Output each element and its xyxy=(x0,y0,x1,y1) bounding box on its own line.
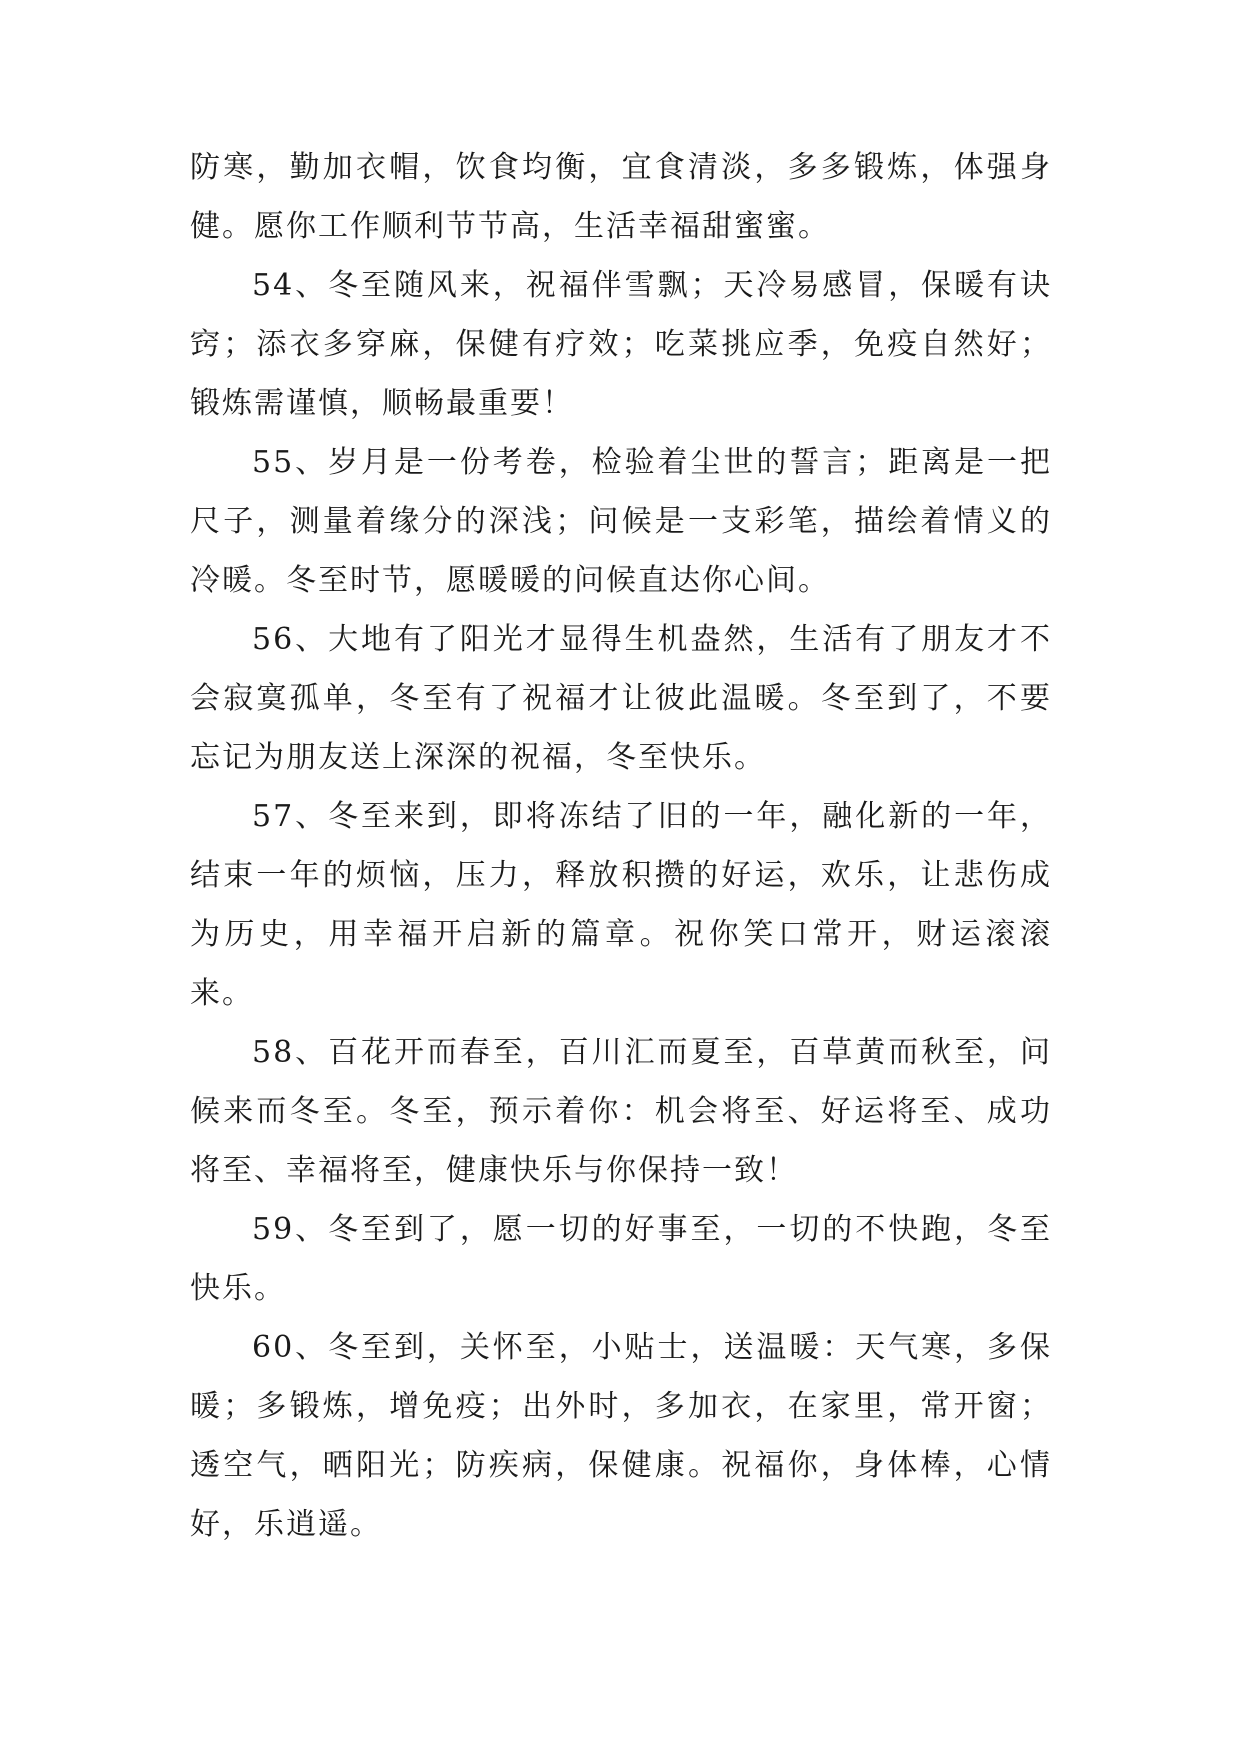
paragraph-58: 58、百花开而春至，百川汇而夏至，百草黄而秋至，问候来而冬至。冬至，预示着你：机会将至、好运将至、成功将至、幸福将至，健康快乐与你保持一致！ xyxy=(190,1035,1052,1188)
document-body xyxy=(190,138,1052,1554)
paragraph-55: 55、岁月是一份考卷，检验着尘世的誓言；距离是一把尺子，测量着缘分的深浅；问候是一支彩笔，描绘着情义的冷暖。冬至时节，愿暖暖的问候直达你心间。 xyxy=(190,445,1052,598)
paragraph-60: 60、冬至到，关怀至，小贴士，送温暖：天气寒，多保暖；多锻炼，增免疫；出外时，多加衣，在家里，常开窗；透空气，晒阳光；防疾病，保健康。祝福你，身体棒，心情好，乐逍遥。 xyxy=(190,1330,1052,1542)
paragraph-56: 56、大地有了阳光才显得生机盎然，生活有了朋友才不会寂寞孤单，冬至有了祝福才让彼此温暖。冬至到了，不要忘记为朋友送上深深的祝福，冬至快乐。 xyxy=(190,622,1052,775)
paragraph-54: 54、冬至随风来，祝福伴雪飘；天冷易感冒，保暖有诀窍；添衣多穿麻，保健有疗效；吃菜挑应季，免疫自然好；锻炼需谨慎，顺畅最重要！ xyxy=(190,268,1052,421)
paragraph-57: 57、冬至来到，即将冻结了旧的一年，融化新的一年，结束一年的烦恼，压力，释放积攒的好运，欢乐，让悲伤成为历史，用幸福开启新的篇章。祝你笑口常开，财运滚滚来。 xyxy=(190,799,1052,1011)
paragraph-59: 59、冬至到了，愿一切的好事至，一切的不快跑，冬至快乐。 xyxy=(190,1212,1052,1306)
paragraph-continued: 防寒，勤加衣帽，饮食均衡，宜食清淡，多多锻炼，体强身健。愿你工作顺利节节高，生活幸福甜蜜蜜。 xyxy=(190,150,1052,244)
